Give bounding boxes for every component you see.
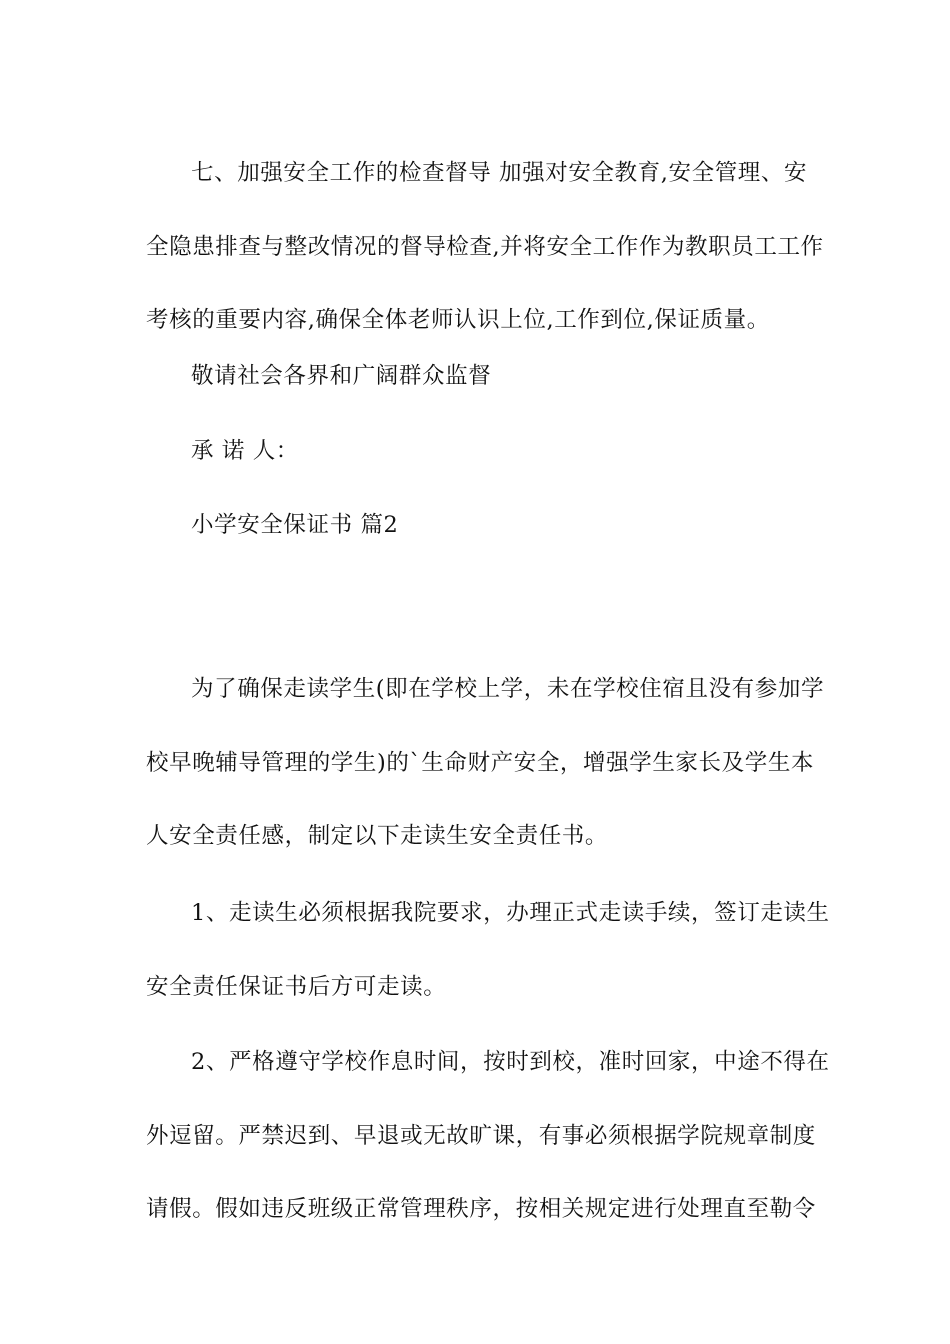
paragraph-line: 全隐患排查与整改情况的督导检查,并将安全工作作为教职员工工作: [146, 233, 824, 260]
paragraph-line: 人安全责任感，制定以下走读生安全责任书。: [146, 823, 609, 849]
paragraph-item-1: [146, 877, 830, 1024]
paragraph-line: 请假。假如违反班级正常管理秩序，按相关规定进行处理直至勒令: [146, 1196, 816, 1222]
paragraph-line: 考核的重要内容,确保全体老师认识上位,工作到位,保证质量。: [146, 307, 770, 333]
paragraph-safety-inspection: [146, 137, 824, 358]
paragraph-line: 为了确保走读学生(即在学校上学，未在学校住宿且没有参加学: [191, 676, 825, 702]
paragraph-line: 外逗留。严禁迟到、早退或无故旷课，有事必须根据学院规章制度: [146, 1122, 816, 1149]
promisor-line: 承 诺 人：: [191, 438, 299, 464]
section-title: 小学安全保证书 篇2: [191, 512, 399, 538]
paragraph-line: 安全责任保证书后方可走读。: [146, 973, 447, 1000]
paragraph-line: 七、加强安全工作的检查督导 加强对安全教育,安全管理、安: [191, 160, 808, 186]
paragraph-line: 校早晚辅导管理的学生)的`生命财产安全，增强学生家长及学生本: [146, 749, 815, 776]
paragraph-line: 2、严格遵守学校作息时间，按时到校，准时回家，中途不得在: [191, 1049, 830, 1075]
paragraph-item-2: [146, 1026, 830, 1247]
supervision-line: 敬请社会各界和广阔群众监督: [191, 363, 492, 389]
paragraph-intro: [146, 653, 824, 874]
paragraph-line: 1、走读生必须根据我院要求，办理正式走读手续，签订走读生: [191, 900, 830, 926]
